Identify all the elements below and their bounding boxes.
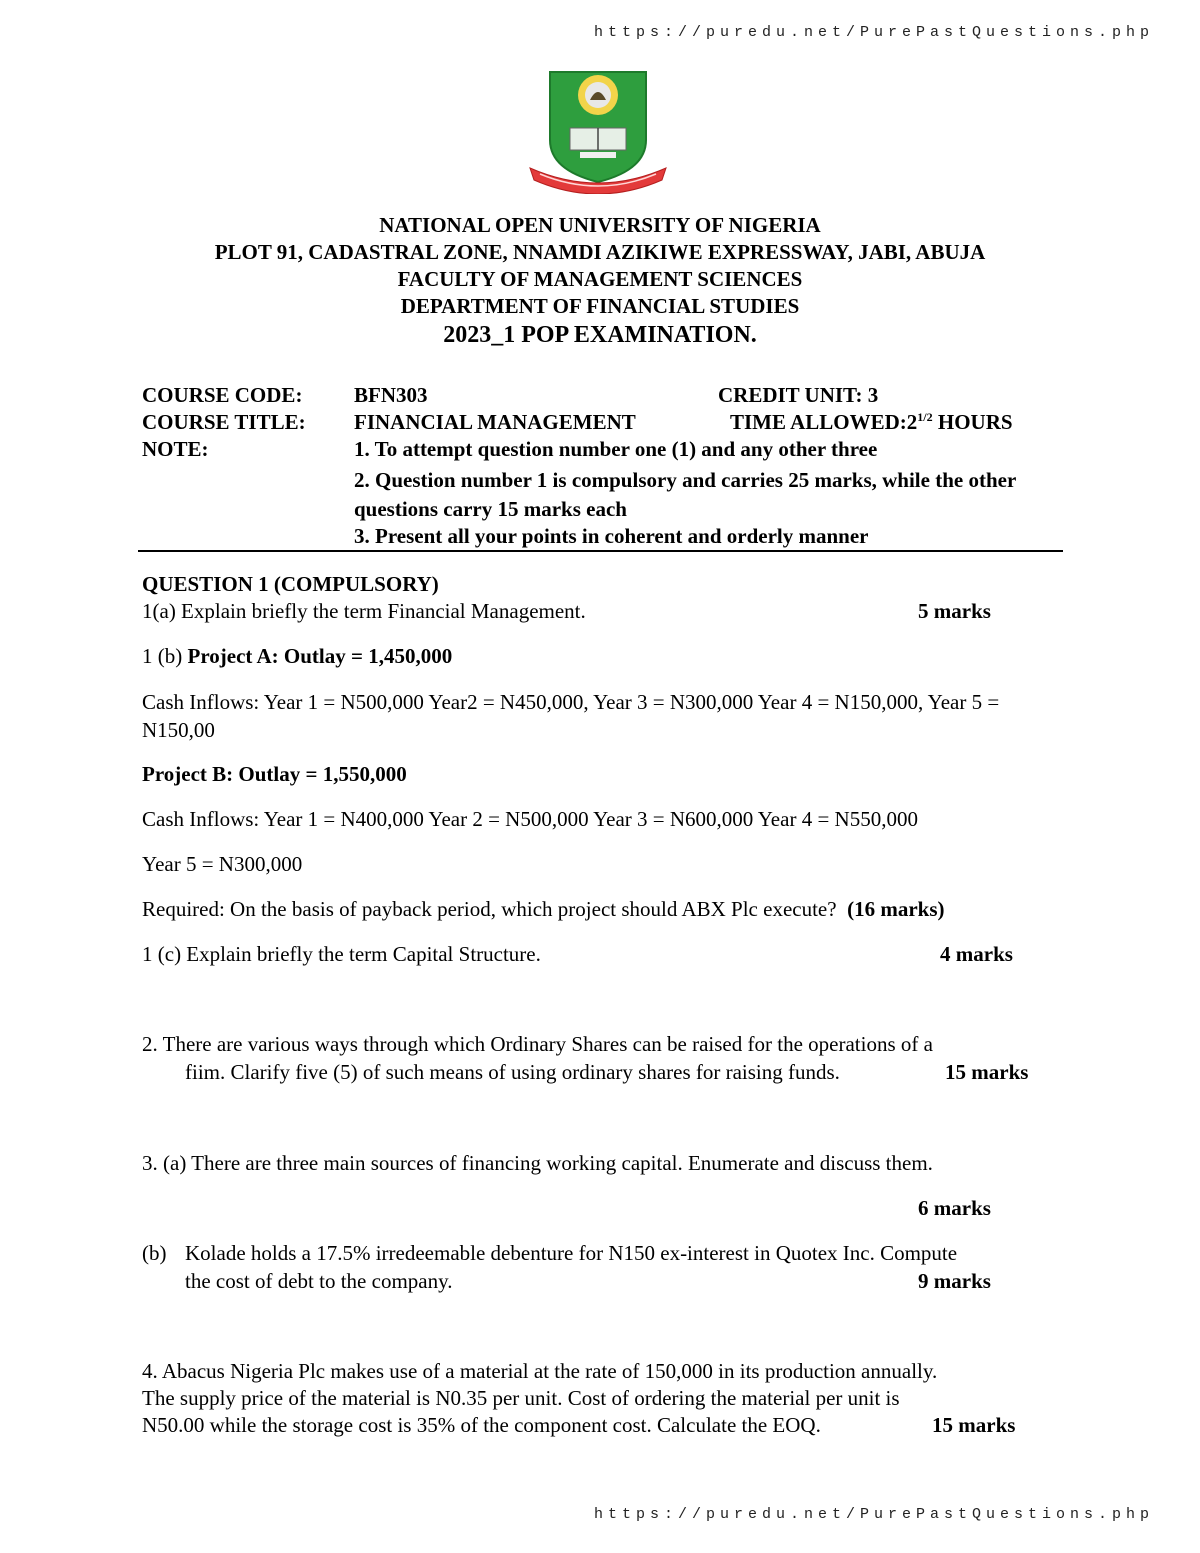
question-4-line-1: 4. Abacus Nigeria Plc makes use of a material at the rate of 150,000 in its production annually. [142,1359,938,1383]
project-b-inflows: Cash Inflows: Year 1 = N400,000 Year 2 = N500,000 Year 3 = N600,000 Year 4 = N550,000 [142,807,918,831]
question-4-marks: 15 marks [932,1413,1016,1437]
note-item-3: 3. Present all your points in coherent and orderly manner [354,524,869,548]
exam-title: 2023_1 POP EXAMINATION. [443,322,757,348]
university-logo [526,70,670,194]
question-4-line-2: The supply price of the material is N0.35 per unit. Cost of ordering the material per unit is [142,1386,900,1410]
course-code-label: COURSE CODE: [142,383,303,407]
question-1b-line: 1 (b) Project A: Outlay = 1,450,000 [142,644,453,668]
course-title-label: COURSE TITLE: [142,410,306,434]
question-3a-marks: 6 marks [918,1196,991,1220]
question-1a-text: 1(a) Explain briefly the term Financial Management. [142,599,586,623]
university-address: PLOT 91, CADASTRAL ZONE, NNAMDI AZIKIWE EXPRESSWAY, JABI, ABUJA [214,240,986,264]
time-allowed: TIME $ALLOWED:2^{1/2}$ HOURS [730,410,1013,434]
course-title: FINANCIAL MANAGEMENT [354,410,636,434]
department-name: DEPARTMENT OF FINANCIAL STUDIES [400,294,800,318]
question-3a-text: 3. (a) There are three main sources of financing working capital. Enumerate and discuss them. [142,1151,933,1175]
question-1-heading: QUESTION 1 (COMPULSORY) [142,572,439,596]
header-url: https://puredu.net/PurePastQuestions.php [593,24,1154,41]
project-a-inflows: Cash Inflows: Year 1 = N500,000 Year2 = N450,000, Year 3 = N300,000 Year 4 = N150,000, Year 5 = N150,00 [142,690,1000,742]
note-label: NOTE: [142,437,209,461]
question-3b-text: Kolade holds a 17.5% irredeemable debenture for N150 ex-interest in Quotex Inc. Compute [185,1241,958,1265]
question-1c-marks: 4 marks [940,942,1013,966]
question-1c-text: 1 (c) Explain briefly the term Capital Structure. [142,942,541,966]
question-2-marks: 15 marks [945,1060,1029,1084]
question-4-line-3: N50.00 while the storage cost is 35% of the component cost. Calculate the EOQ. [142,1413,821,1437]
footer-url: https://puredu.net/PurePastQuestions.php [593,1506,1154,1523]
question-1b-required: Required: On the basis of payback period, which project should ABX Plc execute? (16 marks) [142,897,945,921]
question-2-text: 2. There are various ways through which Ordinary Shares can be raised for the operations of a [142,1032,933,1056]
project-b-title: Project B: Outlay = 1,550,000 [142,762,407,786]
note-item-1: 1. To attempt question number one (1) and any other three [354,437,878,461]
question-3b-text-cont: the cost of debt to the company. [185,1269,453,1293]
faculty-name: FACULTY OF MANAGEMENT SCIENCES [397,267,803,291]
project-b-year5: Year 5 = N300,000 [142,852,303,876]
question-3b-label: (b) [142,1241,167,1265]
note-item-2: 2. Question number 1 is compulsory and carries 25 marks, while the other questions carry 15 marks each [354,468,1016,521]
credit-unit: CREDIT UNIT: 3 [718,383,879,407]
question-2-text-cont: fiim. Clarify five (5) of such means of using ordinary shares for raising funds. [185,1060,840,1084]
question-3b-marks: 9 marks [918,1269,991,1293]
university-name: NATIONAL OPEN UNIVERSITY OF NIGERIA [379,213,821,237]
course-code: BFN303 [354,383,428,407]
divider-line [138,550,1063,552]
question-1a-marks: 5 marks [918,599,991,623]
